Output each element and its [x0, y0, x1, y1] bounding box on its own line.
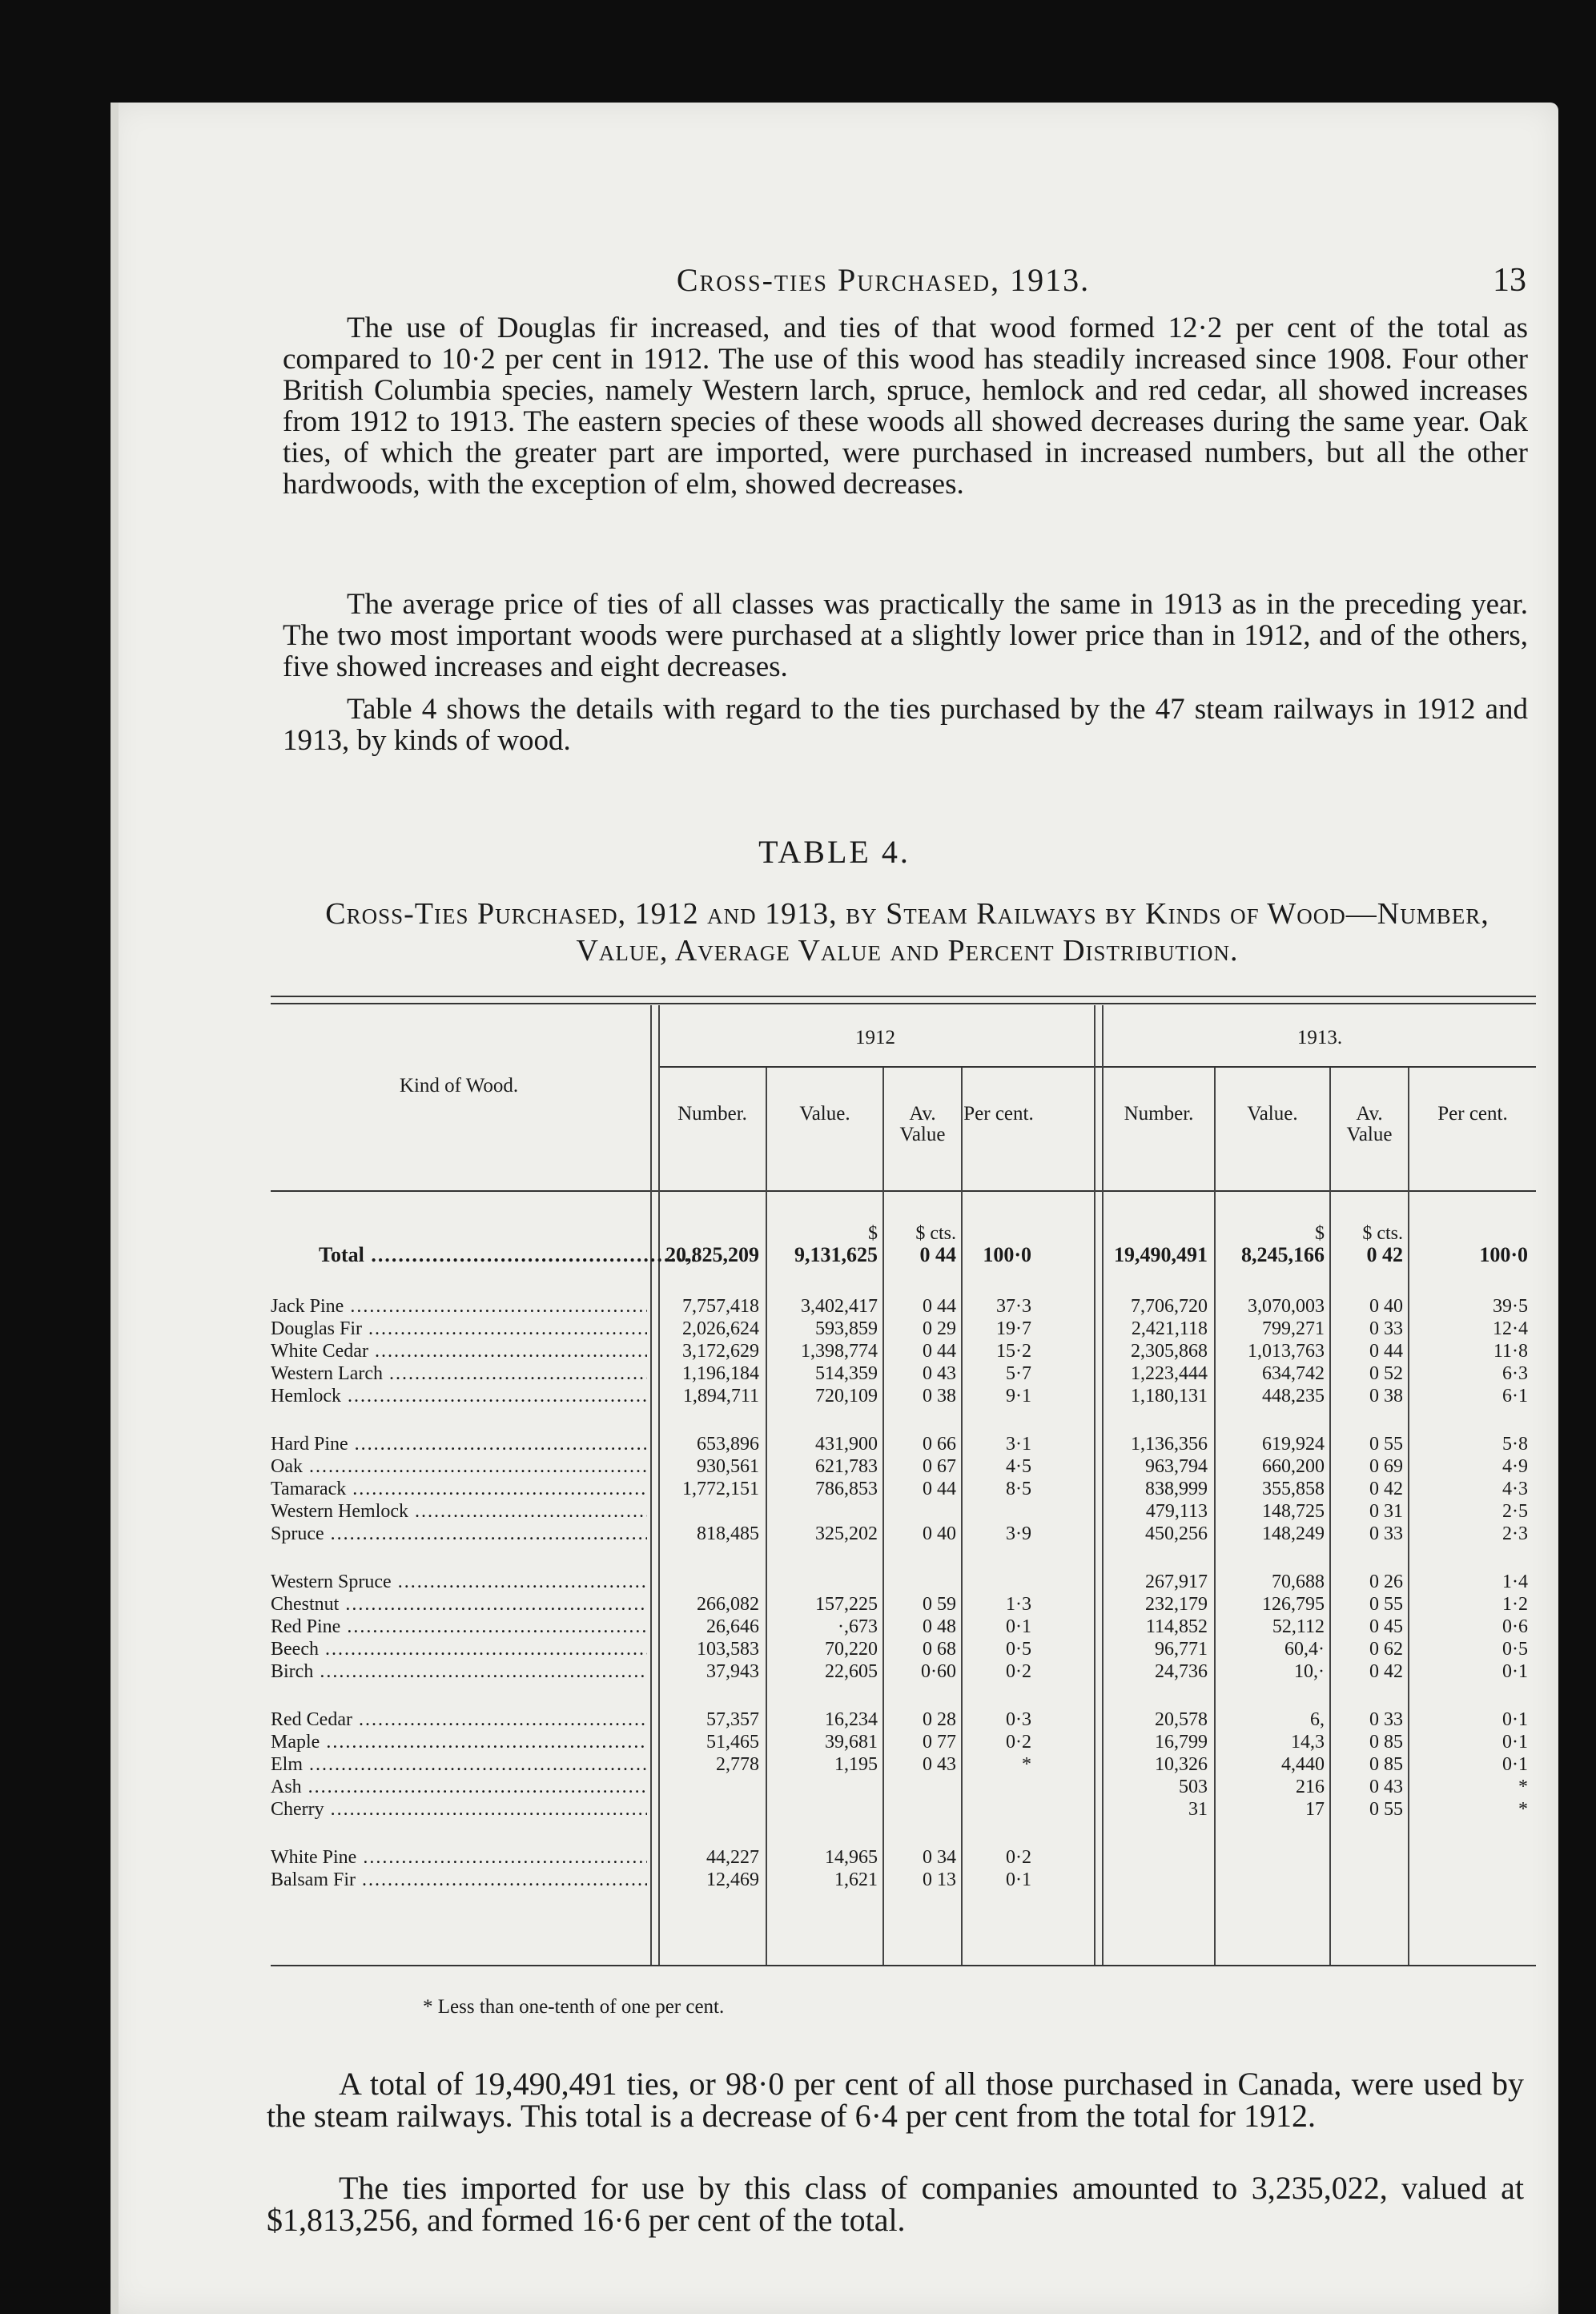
table-cell: 148,725 [1262, 1501, 1325, 1522]
table-cell: 799,271 [1262, 1318, 1325, 1339]
table-cell: 634,742 [1262, 1363, 1325, 1384]
table-cell: 4·9 [1502, 1456, 1528, 1477]
table-cell: 0·5 [1502, 1639, 1528, 1660]
table-cell: 0 26 [1369, 1572, 1403, 1592]
table-cell: 16,234 [825, 1709, 878, 1730]
table-cell: 12·4 [1493, 1318, 1528, 1339]
table-cell: 100·0 [1479, 1243, 1528, 1266]
page-number: 13 [1493, 262, 1526, 299]
table-cell: 14,3 [1291, 1732, 1325, 1753]
table-cell: 1,621 [834, 1869, 878, 1890]
table-cell: 0 29 [923, 1318, 956, 1339]
table-cell: * [1022, 1754, 1031, 1775]
table-cell: 0 85 [1369, 1732, 1403, 1753]
row-kind-label: Birch ..... [271, 1662, 647, 1681]
table-cell: 1,772,151 [682, 1479, 759, 1499]
table-cell: 157,225 [815, 1594, 878, 1615]
table-cell: 0 38 [923, 1386, 956, 1407]
table-cell: 39,681 [825, 1732, 878, 1753]
table-cell: 0 31 [1369, 1501, 1403, 1522]
table-cell: 31 [1188, 1799, 1208, 1820]
table-cell: 1,223,444 [1131, 1363, 1208, 1384]
total-row [271, 1243, 1536, 1266]
table-cell: 126,795 [1262, 1594, 1325, 1615]
table-bottom-rule [271, 1965, 1536, 1966]
table-cell: 0·1 [1006, 1869, 1031, 1890]
table-footnote: * Less than one-tenth of one per cent. [423, 1996, 725, 2018]
table-row [271, 1640, 1536, 1659]
table-cell: 0 52 [1369, 1363, 1403, 1384]
table-cell: 8·5 [1006, 1479, 1031, 1499]
table-cell: 70,688 [1272, 1572, 1325, 1592]
table-row [271, 1572, 1536, 1592]
table-row [271, 1595, 1536, 1614]
table-row [271, 1800, 1536, 1819]
table-cell: 325,202 [815, 1523, 878, 1544]
row-kind-label: Tamarack ..... [271, 1479, 647, 1499]
table-cell: 818,485 [697, 1523, 759, 1544]
table-cell: 0 77 [923, 1732, 956, 1753]
table-cell: 660,200 [1262, 1456, 1325, 1477]
row-kind-label: Hemlock ..... [271, 1386, 647, 1406]
table-cell: 9·1 [1006, 1386, 1031, 1407]
table-cell: 355,858 [1262, 1479, 1325, 1499]
table-row [271, 1386, 1536, 1406]
running-header: Cross-ties Purchased, 1913. [676, 262, 1091, 298]
table-cell: 232,179 [1145, 1594, 1208, 1615]
table-cell: 0 44 [923, 1341, 956, 1362]
table-title: TABLE 4. [758, 834, 911, 870]
col-number-1912: Number. [677, 1103, 747, 1125]
table-cell: 0 43 [923, 1363, 956, 1384]
table-cell: 653,896 [697, 1434, 759, 1455]
table-cell: 2·5 [1502, 1501, 1528, 1522]
table-cell: 0·2 [1006, 1661, 1031, 1682]
table-cell: 4·5 [1006, 1456, 1031, 1477]
col-percent-1913: Per cent. [1437, 1103, 1508, 1125]
table-row [271, 1297, 1536, 1316]
row-kind-label: Total ..... [271, 1246, 695, 1265]
table-cell: 963,794 [1145, 1456, 1208, 1477]
table-row [271, 1870, 1536, 1889]
table-cell: $ cts. [915, 1223, 956, 1244]
table-row [271, 1364, 1536, 1383]
table-cell: 3,070,003 [1248, 1296, 1325, 1317]
paragraph-table-intro: Table 4 shows the details with regard to the ties purchased by the 47 steam railways in 1912 and 1913, by kinds of wood. [283, 693, 1528, 757]
table-cell: 0 42 [1369, 1479, 1403, 1499]
table-cell: 0 44 [919, 1243, 956, 1266]
table-cell: 6, [1310, 1709, 1325, 1730]
table-cell: 0·1 [1006, 1616, 1031, 1637]
table-cell: 0 33 [1369, 1709, 1403, 1730]
table-cell: 0 55 [1369, 1799, 1403, 1820]
table-cell: 6·1 [1502, 1386, 1528, 1407]
col-value-1913: Value. [1247, 1103, 1298, 1125]
table-cell: 0 48 [923, 1616, 956, 1637]
table-cell: 0·6 [1502, 1616, 1528, 1637]
table-cell: 10,· [1294, 1661, 1325, 1682]
table-cell: 7,757,418 [682, 1296, 759, 1317]
table-cell: 8,245,166 [1241, 1243, 1325, 1266]
table-cell: 431,900 [815, 1434, 878, 1455]
table-cell: 2,778 [716, 1754, 759, 1775]
unit-row [271, 1224, 1536, 1243]
row-kind-label: Western Hemlock ..... [271, 1502, 647, 1521]
table-cell: 100·0 [983, 1243, 1031, 1266]
table-cell: 479,113 [1145, 1501, 1208, 1522]
row-kind-label: Jack Pine ..... [271, 1297, 647, 1316]
document-page [111, 103, 1558, 2314]
col-number-1913: Number. [1124, 1103, 1194, 1125]
table-cell: 17 [1305, 1799, 1325, 1820]
table-cell: 0 38 [1369, 1386, 1403, 1407]
table-row [271, 1435, 1536, 1454]
row-kind-label: Red Cedar ..... [271, 1710, 647, 1729]
table-cell: 39·5 [1493, 1296, 1528, 1317]
table-cell: 12,469 [706, 1869, 759, 1890]
table-cell: $ [868, 1223, 878, 1244]
table-cell: 2,421,118 [1131, 1318, 1208, 1339]
table-cell: 450,256 [1145, 1523, 1208, 1544]
table-cell: 0·1 [1502, 1709, 1528, 1730]
table-cell: 593,859 [815, 1318, 878, 1339]
col-av-value-1912: Av. Value [899, 1103, 946, 1145]
col-av-value-1913: Av. Value [1346, 1103, 1393, 1145]
table-cell: 0 69 [1369, 1456, 1403, 1477]
table-cell: 14,965 [825, 1847, 878, 1868]
row-kind-label: Red Pine ..... [271, 1617, 647, 1636]
table-cell: 7,706,720 [1131, 1296, 1208, 1317]
table-cell: 4,440 [1281, 1754, 1325, 1775]
table-cell: 1,195 [834, 1754, 878, 1775]
table-cell: 37,943 [706, 1661, 759, 1682]
table-row [271, 1502, 1536, 1521]
paragraph-total-ties: A total of 19,490,491 ties, or 98·0 per cent of all those purchased in Canada, were used by the steam railways. This total is a decrease of 6·4 per cent from the total for 1912. [267, 2066, 1524, 2134]
table-cell: 0 55 [1369, 1594, 1403, 1615]
table-caption: Cross-Ties Purchased, 1912 and 1913, by Steam Railways by Kinds of Wood—Number, Value, Average Value and Percent Distribution. [325, 897, 1489, 968]
table-cell: 3·9 [1006, 1523, 1031, 1544]
table-cell: 514,359 [815, 1363, 878, 1384]
table-cell: 24,736 [1155, 1661, 1208, 1682]
table-cell: 1,013,763 [1248, 1341, 1325, 1362]
col-percent-1912: Per cent. [963, 1103, 1034, 1125]
table-cell: 44,227 [706, 1847, 759, 1868]
table-cell: 0 28 [923, 1709, 956, 1730]
table-cell: 11·8 [1493, 1341, 1528, 1362]
table-cell: 0·60 [921, 1661, 956, 1682]
table-cell: 103,583 [697, 1639, 759, 1660]
table-cell: 0 59 [923, 1594, 956, 1615]
row-kind-label: Chestnut ..... [271, 1595, 647, 1614]
table-cell: 0 66 [923, 1434, 956, 1455]
table-cell: 37·3 [996, 1296, 1031, 1317]
table-cell: 0 55 [1369, 1434, 1403, 1455]
table-row [271, 1479, 1536, 1499]
row-kind-label: Ash ..... [271, 1777, 647, 1797]
row-kind-label: Oak ..... [271, 1457, 647, 1476]
row-kind-label: Beech ..... [271, 1640, 647, 1659]
table-cell: 0 62 [1369, 1639, 1403, 1660]
table-cell: 619,924 [1262, 1434, 1325, 1455]
row-kind-label: Western Spruce ..... [271, 1572, 647, 1592]
table-cell: 148,249 [1262, 1523, 1325, 1544]
table-cell: 3·1 [1006, 1434, 1031, 1455]
year-1912-header: 1912 [855, 1027, 895, 1048]
header-bottom-rule [271, 1190, 1536, 1192]
table-cell: 216 [1296, 1777, 1325, 1797]
table-cell: 0·3 [1006, 1709, 1031, 1730]
table-cell: 0 13 [923, 1869, 956, 1890]
table-cell: 10,326 [1155, 1754, 1208, 1775]
kind-of-wood-header: Kind of Wood. [399, 1075, 519, 1097]
table-cell: 1·3 [1006, 1594, 1031, 1615]
table-cell: 0·2 [1006, 1847, 1031, 1868]
table-cell: 1,136,356 [1131, 1434, 1208, 1455]
table-cell: 0 33 [1369, 1523, 1403, 1544]
table-row [271, 1777, 1536, 1797]
table-cell: 0 40 [923, 1523, 956, 1544]
table-cell: 1·4 [1502, 1572, 1528, 1592]
row-kind-label: Hard Pine ..... [271, 1435, 647, 1454]
table-cell: 0 85 [1369, 1754, 1403, 1775]
row-kind-label: Maple ..... [271, 1732, 647, 1752]
table-cell: 720,109 [815, 1386, 878, 1407]
table-cell: 60,4· [1284, 1639, 1325, 1660]
table-cell: 0·1 [1502, 1661, 1528, 1682]
table-row [271, 1755, 1536, 1774]
table-cell: 1,894,711 [682, 1386, 759, 1407]
table-cell: 1·2 [1502, 1594, 1528, 1615]
row-kind-label: Douglas Fir ..... [271, 1319, 647, 1338]
table-cell: 0·5 [1006, 1639, 1031, 1660]
row-kind-label: Western Larch ..... [271, 1364, 647, 1383]
paragraph-imported-ties: The ties imported for use by this class of companies amounted to 3,235,022, valued at $1,813,256, and formed 16·6 per cent of the total. [267, 2170, 1524, 2238]
page-edge [111, 103, 119, 2314]
table-cell: 6·3 [1502, 1363, 1528, 1384]
table-cell: 0 44 [923, 1296, 956, 1317]
row-kind-label: Balsam Fir ..... [271, 1870, 647, 1889]
table-cell: 0 34 [923, 1847, 956, 1868]
table-cell: 786,853 [815, 1479, 878, 1499]
table-cell: 0 42 [1366, 1243, 1403, 1266]
table-top-rule [271, 996, 1536, 1004]
table-cell: * [1518, 1777, 1528, 1797]
table-cell: $ [1315, 1223, 1325, 1244]
table-cell: 3,172,629 [682, 1341, 759, 1362]
table-row [271, 1662, 1536, 1681]
table-cell: 9,131,625 [794, 1243, 878, 1266]
table-cell: 3,402,417 [801, 1296, 878, 1317]
row-kind-label: Elm ..... [271, 1755, 647, 1774]
table-cell: 0 44 [923, 1479, 956, 1499]
table-cell: * [1518, 1799, 1528, 1820]
table-cell: 0 68 [923, 1639, 956, 1660]
table-cell: 20,578 [1155, 1709, 1208, 1730]
table-cell: 0 42 [1369, 1661, 1403, 1682]
row-kind-label: White Pine ..... [271, 1848, 647, 1867]
row-kind-label: Cherry ..... [271, 1800, 647, 1819]
table-cell: 621,783 [815, 1456, 878, 1477]
table-row [271, 1710, 1536, 1729]
table-cell: ·,673 [838, 1616, 878, 1637]
table-cell: 5·7 [1006, 1363, 1031, 1384]
table-cell: 96,771 [1155, 1639, 1208, 1660]
table-cell: 0 67 [923, 1456, 956, 1477]
table-cell: 26,646 [706, 1616, 759, 1637]
table-row [271, 1848, 1536, 1867]
table-cell: 0 43 [923, 1754, 956, 1775]
table-cell: 0·1 [1502, 1732, 1528, 1753]
table-cell: 0 45 [1369, 1616, 1403, 1637]
table-cell: 16,799 [1155, 1732, 1208, 1753]
table-cell: 1,196,184 [682, 1363, 759, 1384]
table-row [271, 1617, 1536, 1636]
table-cell: 70,220 [825, 1639, 878, 1660]
table-cell: 2,026,624 [682, 1318, 759, 1339]
table-cell: 1,180,131 [1131, 1386, 1208, 1407]
table-row [271, 1524, 1536, 1543]
table-cell: 4·3 [1502, 1479, 1528, 1499]
table-cell: 0 33 [1369, 1318, 1403, 1339]
row-kind-label: Spruce ..... [271, 1524, 647, 1543]
table-cell: 0 44 [1369, 1341, 1403, 1362]
table-cell: 19,490,491 [1114, 1243, 1208, 1266]
paragraph-douglas-fir: The use of Douglas fir increased, and ties of that wood formed 12·2 per cent of the total as compared to 10·2 per cent in 1912. The use of this wood has steadily increased since 1908. Four other British Columbia species, namely Western larch, spruce, hemlock and red cedar, all showed increases from 1912 to 1913. The eastern species of these woods all showed decreases during the same year. Oak ties, of which the greater part are imported, were purchased in increased numbers, but all the other hardwoods, with the exception of elm, showed decreases. [283, 312, 1528, 501]
table-cell: 1,398,774 [801, 1341, 878, 1362]
table-cell: 448,235 [1262, 1386, 1325, 1407]
row-kind-label: White Cedar ..... [271, 1342, 647, 1361]
table-cell: 0 40 [1369, 1296, 1403, 1317]
table-row [271, 1319, 1536, 1338]
table-cell: 52,112 [1272, 1616, 1325, 1637]
table-cell: 5·8 [1502, 1434, 1528, 1455]
table-cell: 2·3 [1502, 1523, 1528, 1544]
table-cell: 0·2 [1006, 1732, 1031, 1753]
table-cell: 267,917 [1145, 1572, 1208, 1592]
table-cell: 51,465 [706, 1732, 759, 1753]
table-cell: 15·2 [996, 1341, 1031, 1362]
table-cell: 19·7 [996, 1318, 1031, 1339]
table-cell: 20,825,209 [665, 1243, 759, 1266]
table-cell: 0 43 [1369, 1777, 1403, 1797]
table-cell: 57,357 [706, 1709, 759, 1730]
table-cell: 503 [1179, 1777, 1208, 1797]
table-cell: $ cts. [1362, 1223, 1403, 1244]
table-cell: 2,305,868 [1131, 1341, 1208, 1362]
paragraph-average-price: The average price of ties of all classes was practically the same in 1913 as in the preceding year. The two most important woods were purchased at a slightly lower price than in 1912, and of the others, five showed increases and eight decreases. [283, 588, 1528, 683]
table-cell: 930,561 [697, 1456, 759, 1477]
table-cell: 266,082 [697, 1594, 759, 1615]
table-row [271, 1457, 1536, 1476]
table-cell: 0·1 [1502, 1754, 1528, 1775]
table-cell: 22,605 [825, 1661, 878, 1682]
table-cell: 838,999 [1145, 1479, 1208, 1499]
year-1913-header: 1913. [1296, 1027, 1343, 1048]
table-cell: 114,852 [1145, 1616, 1208, 1637]
col-value-1912: Value. [799, 1103, 850, 1125]
table-row [271, 1342, 1536, 1361]
table-row [271, 1732, 1536, 1752]
